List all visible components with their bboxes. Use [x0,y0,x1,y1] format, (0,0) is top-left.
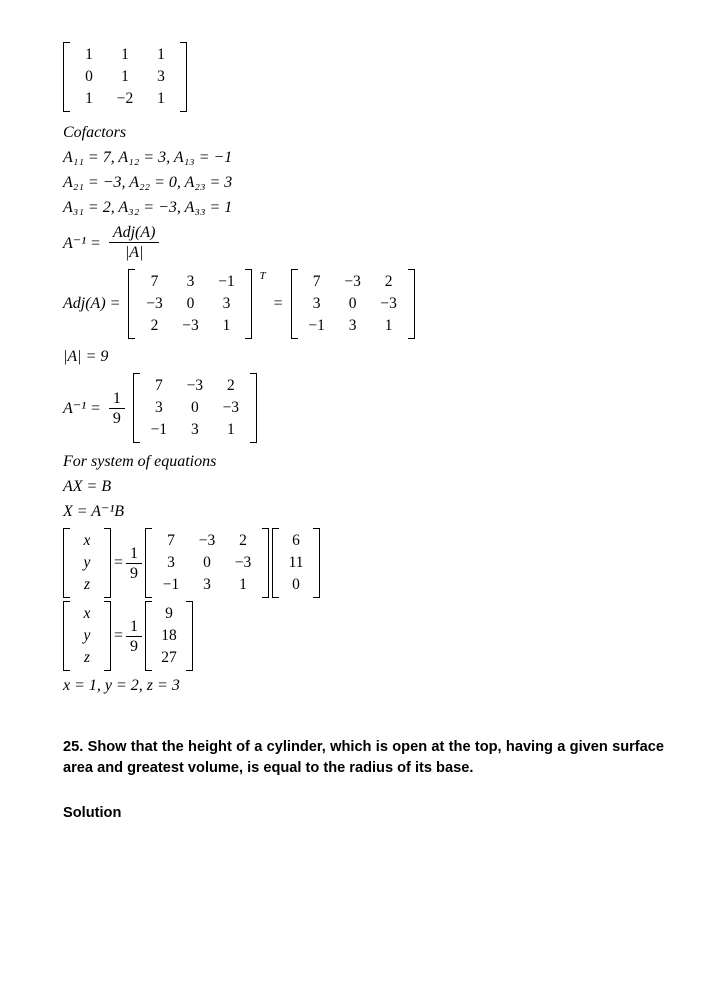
matrix-cells [135,269,245,339]
matrix-cell: 3 [312,295,321,312]
matrix-cell: −3 [198,532,216,549]
matrix-cells [70,601,104,671]
matrix-cells [152,601,186,671]
matrix-cells [152,528,262,598]
fraction-denominator: 9 [126,563,142,583]
equals-sign: = [114,554,124,571]
matrix-cell: −3 [146,295,163,312]
matrix-cells [279,528,313,598]
matrix-cell: 18 [161,627,177,644]
matrix-bracket-left [128,269,135,339]
matrix-cell: 0 [203,554,211,571]
matrix-cell: 0 [186,295,195,312]
matrix-cell: 9 [165,605,173,622]
solution-equation-row [63,528,664,598]
equation-axb: AX = B [63,478,112,495]
equation-x-formula: X = A⁻¹B [63,503,125,520]
matrix-cell: 7 [312,273,321,290]
vector-xyz [63,601,111,671]
matrix-cell: −3 [344,273,361,290]
matrix-cell: 1 [239,576,247,593]
matrix-cell: x [83,605,91,622]
matrix-cell: 0 [85,68,93,85]
matrix-bracket-right [104,528,111,598]
solution-heading: Solution [63,805,122,821]
matrix-bracket-right [250,373,257,443]
matrix-cell: 3 [203,576,211,593]
matrix-cell: z [83,649,91,666]
cofactor-line-1: A₁₁ = 7, A₁₂ = 3, A₁₃ = −1 [63,149,233,166]
equals-sign: = [114,627,124,644]
matrix-cell: −3 [186,377,204,394]
final-answer: x = 1, y = 2, z = 3 [63,677,180,694]
matrix-cell: −3 [182,317,199,334]
transpose-symbol: T [259,270,266,282]
matrix-bracket-left [291,269,298,339]
matrix-bracket-right [104,601,111,671]
matrix-cell: 0 [292,576,300,593]
inverse-formula-row [63,223,664,262]
vector-xyz [63,528,111,598]
matrix-cell: y [83,554,91,571]
matrix-cell: 1 [222,317,231,334]
matrix-cells [140,373,250,443]
fraction-numerator: 1 [112,389,121,407]
matrix-cell: 3 [222,295,231,312]
matrix-cell: x [83,532,91,549]
fraction-one-ninth [126,617,142,656]
matrix-bracket-left [63,528,70,598]
matrix-cell: 1 [85,46,93,63]
matrix-cell: 3 [348,317,357,334]
matrix-bracket-left [63,42,70,112]
cofactor-line-2: A₂₁ = −3, A₂₂ = 0, A₂₃ = 3 [63,174,233,191]
inverse-lhs: A⁻¹ = [63,400,101,417]
matrix-bracket-left [272,528,279,598]
matrix-bracket-right [408,269,415,339]
matrix-cell: z [83,576,91,593]
adjoint-lhs: Adj(A) = [63,295,121,312]
matrix-cell: 1 [226,421,235,438]
matrix-cell: 1 [157,46,165,63]
matrix-bracket-right [245,269,252,339]
matrix-cell: 3 [167,554,175,571]
matrix-a-row [63,42,664,112]
matrix-cell: −3 [222,399,240,416]
matrix-cell: y [83,627,91,644]
matrix-cells [298,269,408,339]
system-heading: For system of equations [63,453,217,470]
matrix-inverse [145,528,269,598]
matrix-cell: −3 [380,295,397,312]
equals-sign: = [273,295,283,312]
fraction-denominator: |A| [109,242,160,262]
inverse-lhs: A⁻¹ = [63,234,101,252]
vector-b [272,528,320,598]
matrix-cell: 1 [121,46,129,63]
fraction-numerator: 1 [130,544,139,562]
matrix-cell: 3 [157,68,165,85]
matrix-cell: 7 [167,532,175,549]
matrix-cells [70,42,180,112]
question-25: 25. Show that the height of a cylinder, which is open at the top, having a given surface area and greatest volume, is equal to the radius of its base. [63,739,664,776]
matrix-cell: 0 [190,399,199,416]
fraction-one-ninth [126,544,142,583]
matrix-cell: 0 [348,295,357,312]
matrix-bracket-right [262,528,269,598]
matrix-bracket-left [145,601,152,671]
matrix-cell: 3 [190,421,199,438]
adjoint-row [63,269,664,339]
matrix-cell: 11 [288,554,304,571]
matrix-cell: 7 [150,273,159,290]
matrix-cell: 1 [85,90,93,107]
fraction-numerator: 1 [130,617,139,635]
matrix-cell: 3 [186,273,195,290]
matrix-bracket-left [145,528,152,598]
matrix-cell: −1 [150,421,168,438]
matrix-cell: 2 [239,532,247,549]
cofactors-heading: Cofactors [63,124,127,141]
fraction-adj-det [109,223,160,262]
matrix-cell: 27 [161,649,177,666]
result-equation-row [63,601,664,671]
matrix-cell: −1 [218,273,235,290]
matrix-cell: 7 [154,377,163,394]
matrix-bracket-right [186,601,193,671]
matrix-cell: −1 [162,576,180,593]
vector-result [145,601,193,671]
matrix-cell: 2 [150,317,159,334]
inverse-value-row [63,373,664,443]
matrix-cell: 1 [384,317,393,334]
matrix-bracket-left [63,601,70,671]
matrix-a [63,42,187,112]
matrix-adj [291,269,415,339]
matrix-cell: −2 [116,90,134,107]
matrix-bracket-left [133,373,140,443]
matrix-cell: 2 [226,377,235,394]
fraction-denominator: 9 [126,636,142,656]
matrix-cell: 1 [121,68,129,85]
matrix-cell: 2 [384,273,393,290]
matrix-bracket-right [313,528,320,598]
fraction-numerator: Adj(A) [112,224,156,241]
matrix-cell: −3 [234,554,252,571]
matrix-cell: −1 [308,317,325,334]
matrix-cell: 6 [292,532,300,549]
matrix-adj-transposed [128,269,252,339]
matrix-inverse [133,373,257,443]
fraction-one-ninth [109,389,125,428]
matrix-bracket-right [180,42,187,112]
matrix-cell: 1 [157,90,165,107]
determinant-line: |A| = 9 [63,348,109,365]
fraction-denominator: 9 [109,408,125,428]
cofactor-line-3: A₃₁ = 2, A₃₂ = −3, A₃₃ = 1 [63,199,233,216]
matrix-cells [70,528,104,598]
matrix-cell: 3 [154,399,163,416]
